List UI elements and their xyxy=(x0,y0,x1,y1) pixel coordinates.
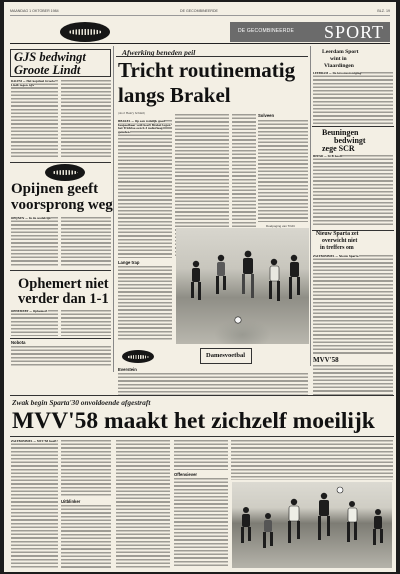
section-divider xyxy=(10,395,394,396)
newspaper-page xyxy=(4,2,396,572)
ophemert-headline-line-2: verder dan 1-1 xyxy=(18,291,109,307)
gjs-body-column-2 xyxy=(61,80,111,158)
leerdam-headline-line-3: Vlaardingen xyxy=(324,63,354,69)
beuningen-headline-line-3: zege SCR xyxy=(322,144,355,153)
mvv-body-column-4 xyxy=(116,440,170,568)
mvv-headline: MVV'58 maakt het zichzelf moeilijk xyxy=(12,408,375,434)
damesvoetbal-logo-icon xyxy=(122,350,154,363)
mvv-body-column-6 xyxy=(174,478,228,568)
tricht-match-photo xyxy=(176,228,309,344)
nieuw-headline-line-2: overwicht niet xyxy=(322,238,358,244)
tricht-byline: (door Henry Schmit) xyxy=(118,112,146,115)
mvv-photo-figures xyxy=(232,482,392,568)
gjs-headline-line-1: GJS bedwingt xyxy=(14,50,86,64)
sport-banner xyxy=(230,22,390,42)
folio-page-number: BLZ. 19 xyxy=(377,9,390,13)
sport-logo-icon xyxy=(45,164,85,181)
opijnen-headline-line-2: voorsprong weg xyxy=(11,197,113,213)
mvv-side-body xyxy=(313,365,393,395)
mvv-body-column-5 xyxy=(174,440,228,470)
opijnen-body-column-2 xyxy=(61,217,111,267)
mvv-body-column-3 xyxy=(61,505,111,568)
nieuw-body: ZALTBOMMEL — Nieuw Sparta xyxy=(313,255,393,355)
tricht-photo-caption: Doelpoging van Tricht xyxy=(266,224,296,228)
tricht-headline-line-1: Tricht routinematig xyxy=(118,58,296,82)
ophemert-body-column-2 xyxy=(61,310,111,336)
mvv-subhead-offensiever: Offensiever xyxy=(174,472,198,477)
headline-rule xyxy=(10,436,394,437)
beuningen-headline-line-1: Beuningen xyxy=(322,128,359,137)
tricht-subhead-lange-trap: Lange trap xyxy=(118,260,140,265)
leerdam-headline-line-1: Leerdam Sport xyxy=(322,49,359,55)
column-rule xyxy=(310,46,311,366)
mvv-kicker: Zwak begin Sparta'30 onvoldoende afgestraft xyxy=(12,398,151,407)
gjs-headline-line-2: Groote Lindt xyxy=(14,63,81,77)
mvv-body-column-7 xyxy=(231,440,393,480)
ophemert-body-column-1: OPHEMERT — Ophemert xyxy=(11,310,58,336)
page-folio xyxy=(10,8,390,16)
nieuw-headline-line-1: Nieuw Sparta zet xyxy=(316,231,359,237)
opijnen-headline-line-1: Opijnen geeft xyxy=(11,181,99,197)
opijnen-body-column-1: OPIJNEN — In de wedstrijd xyxy=(11,217,58,267)
mvv-body-column-2 xyxy=(61,440,111,496)
mvv-body-column-1: ZALTBOMMEL — MVV'58 heeft xyxy=(11,440,58,568)
masthead-section-title: SPORT xyxy=(324,22,384,42)
tricht-photo-figures xyxy=(176,228,309,344)
tricht-subhead-solveen: Solveen xyxy=(258,113,275,118)
mvv-subhead-uitblinker: Uitblinker xyxy=(61,499,81,504)
gjs-body-column-1: DALEM — Het kopduel Groote Lindt tegen GJS xyxy=(11,80,58,158)
section-banner-logo-icon xyxy=(60,22,110,42)
evenstein-subhead: Everstein xyxy=(118,367,137,372)
divider xyxy=(10,338,111,339)
tricht-headline-line-2: langs Brakel xyxy=(118,83,231,107)
nobota-body xyxy=(11,346,111,366)
divider xyxy=(10,162,111,163)
tricht-kicker: Afwerking beneden peil xyxy=(122,48,196,57)
ophemert-headline-line-1: Ophemert niet xyxy=(18,276,109,292)
section-masthead xyxy=(10,22,390,44)
column-rule xyxy=(113,46,114,372)
evenstein-body xyxy=(118,373,308,395)
leerdam-body: LEERDAM — De kroonvereniging xyxy=(313,72,393,124)
beuningen-body: BEESD — SCR heeft xyxy=(313,155,393,227)
masthead-paper-name: DE GECOMBINEERDE xyxy=(238,28,294,34)
mvv-match-photo xyxy=(232,482,392,568)
folio-date: MAANDAG 1 OKTOBER 1984 xyxy=(10,9,59,13)
folio-paper: DE GECOMBINEERDE xyxy=(180,9,218,13)
leerdam-headline-line-2: wint in xyxy=(330,56,347,62)
tricht-body-column-5 xyxy=(118,266,172,340)
nieuw-headline-line-3: in treffers om xyxy=(320,245,354,251)
mvv-side-headline: MVV'58 xyxy=(313,356,339,364)
kicker-rule xyxy=(116,56,308,57)
beuningen-headline-line-2: bedwingt xyxy=(334,136,366,145)
tricht-body-column-4 xyxy=(258,120,308,222)
divider xyxy=(10,270,111,271)
nobota-subhead: Nobota xyxy=(11,340,26,345)
divider xyxy=(312,126,394,127)
tricht-body-column-1: BRAKEL — Op een redelijk goed bespeelbaar veld heeft Brakel tegen het Trichtse een 0-3 nederlaag geleden. xyxy=(118,120,172,258)
damesvoetbal-headline: Damesvoetbal xyxy=(206,352,245,359)
